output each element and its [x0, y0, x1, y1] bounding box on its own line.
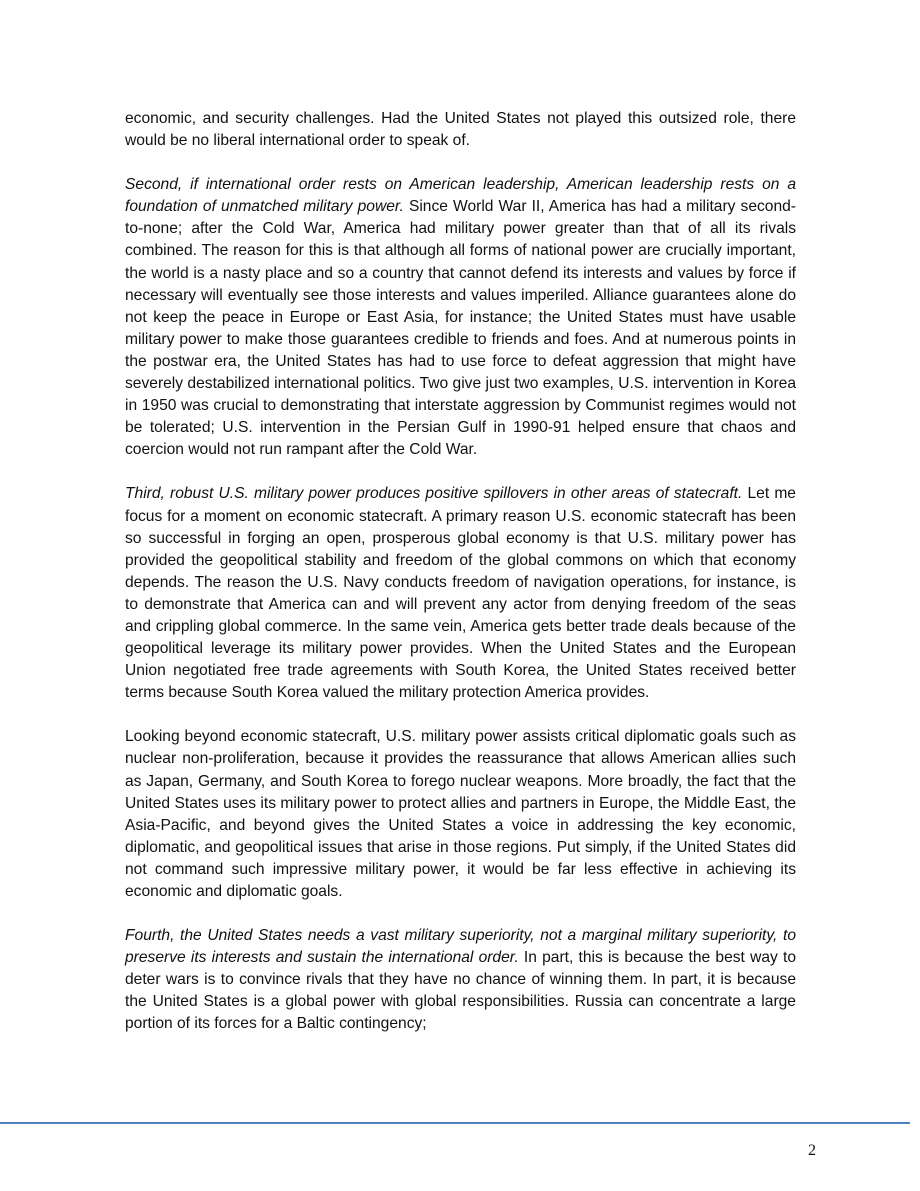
paragraph-2-text: Since World War II, America has had a military second-to-none; after the Cold War, America had military power greater than that of all its rivals combined. The reason for this is that although all forms of national power are crucially important, the world is a nasty place and so a country that cannot defend its interests and values by force if necessary will eventually see those interests and values imperiled. Alliance guarantees alone do not keep the peace in Europe or East Asia, for instance; the United States must have usable military power to make those guarantees credible to friends and foes. And at numerous points in the postwar era, the United States has had to use force to defeat aggression that might have severely destabilized international politics. Two give just two examples, U.S. intervention in Korea in 1950 was crucial to demonstrating that interstate aggression by Communist regimes would not be tolerated; U.S. intervention in the Persian Gulf in 1990-91 helped ensure that chaos and coercion would not run rampant after the Cold War.: [125, 198, 796, 459]
paragraph-2-lead: Second, if international order rests on American leadership, American leadership rests on a foundation of unmatched military power.: [125, 176, 796, 216]
paragraph-1-text: economic, and security challenges. Had the United States not played this outsized role, there would be no liberal international order to speak of.: [125, 110, 796, 150]
paragraph-5-lead: Fourth, the United States needs a vast military superiority, not a marginal military superiority, to preserve its interests and sustain the international order.: [125, 927, 796, 967]
paragraph-4: [125, 726, 796, 903]
paragraph-1: [125, 108, 796, 152]
paragraph-5: [125, 925, 796, 1035]
paragraph-3-text: Let me focus for a moment on economic statecraft. A primary reason U.S. economic statecraft has been so successful in forging an open, prosperous global economy is that U.S. military power has provided the geopolitical stability and freedom of the global commons on which that economy depends. The reason the U.S. Navy conducts freedom of navigation operations, for instance, is to demonstrate that America can and will prevent any actor from denying freedom of the seas and crippling global commerce. In the same vein, America gets better trade deals because of the geopolitical leverage its military power provides. When the United States and the European Union negotiated free trade agreements with South Korea, the United States received better terms because South Korea valued the military protection America provides.: [125, 485, 796, 702]
paragraph-3: [125, 483, 796, 704]
page-number: 2: [808, 1142, 816, 1159]
paragraph-5-text: In part, this is because the best way to deter wars is to convince rivals that they have no chance of winning them. In part, it is because the United States is a global power with global responsibilities. Russia can concentrate a large portion of its forces for a Baltic contingency;: [125, 949, 796, 1033]
paragraph-3-lead: Third, robust U.S. military power produces positive spillovers in other areas of statecraft.: [125, 485, 743, 503]
footer-divider: [0, 1122, 910, 1124]
paragraph-2: [125, 174, 796, 461]
document-body: [125, 108, 796, 1058]
paragraph-4-text: Looking beyond economic statecraft, U.S. military power assists critical diplomatic goals such as nuclear non-proliferation, because it provides the reassurance that allows American allies such as Japan, Germany, and South Korea to forego nuclear weapons. More broadly, the fact that the United States uses its military power to protect allies and partners in Europe, the Middle East, the Asia-Pacific, and beyond gives the United States a voice in addressing the key economic, diplomatic, and geopolitical issues that arise in those regions. Put simply, if the United States did not command such impressive military power, it would be far less effective in achieving its economic and diplomatic goals.: [125, 728, 796, 900]
